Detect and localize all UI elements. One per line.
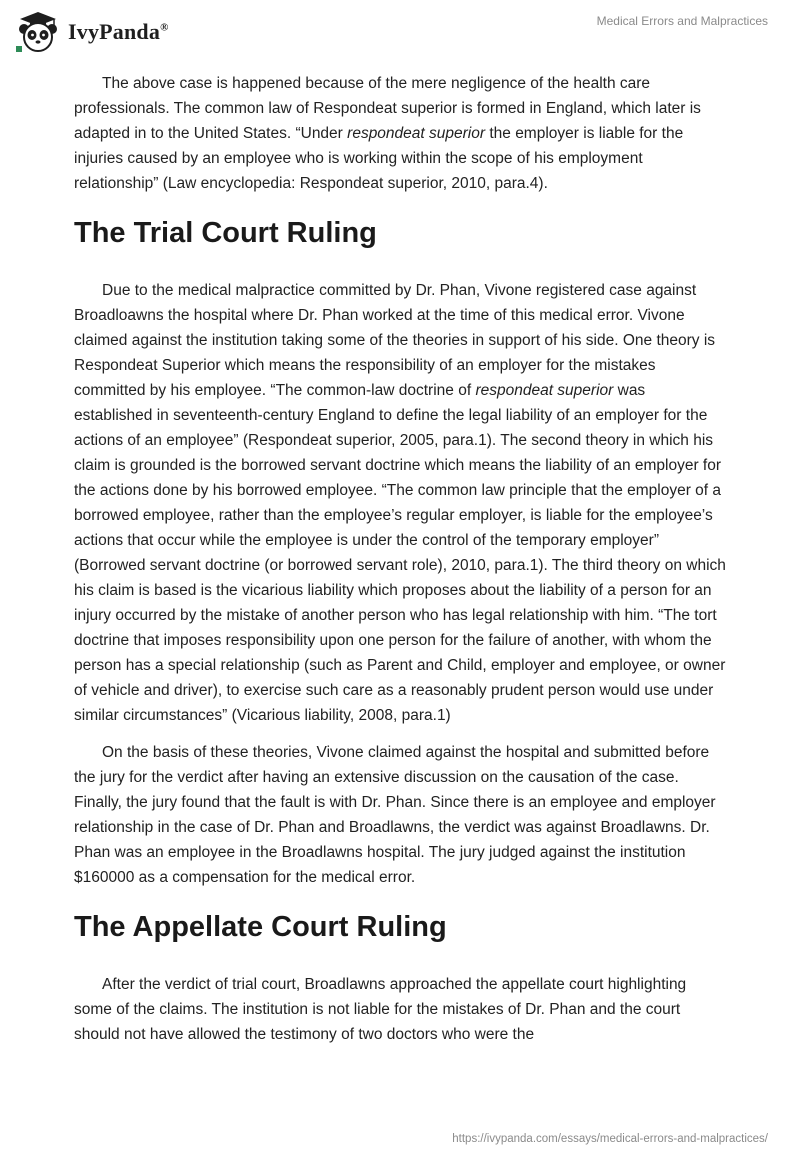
section-heading: The Trial Court Ruling <box>74 217 377 249</box>
page-header <box>0 0 800 64</box>
italic-term: respondeat superior <box>475 382 614 399</box>
body-paragraph: After the verdict of trial court, Broadlawns approached the appellate court highlighting some of the claims. The institution is not liable for the mistakes of Dr. Phan and the court should not have allowed the testimony of two doctors who were the <box>74 976 687 1043</box>
body-paragraph: Due to the medical malpractice committed by Dr. Phan, Vivone registered case against Broadloawns the hospital where Dr. Phan worked at the time of this medical error. Vivone claimed against the institution taking some of the theories in support of his side. One theory is Respondeat Superior which means the responsibility of an employer for the mistakes committed by his employee. “The common-law doctrine of respondeat superior was established in seventeenth-century England to define the legal liability of an employer for the actions of an employee” (Respondeat superior, 2005, para.1). The second theory in which his claim is grounded is the borrowed servant doctrine which means the liability of an employer for the actions done by his borrowed employee. “The common law principle that the employer of a borrowed employee, rather than the employee’s regular employer, is liable for the employee’s actions that occur while the employee is under the control of the temporary employer” (Borrowed servant doctrine (or borrowed servant role), 2010, para.1). The third theory on which his claim is based is the vicarious liability which proposes about the liability of a person for an injury occurred by the mistake of another person who has legal relationship with him. “The tort doctrine that imposes responsibility upon one person for the failure of another, with whom the person has a special relationship (such as Parent and Child, employer and employee, or owner of vehicle and driver), to exercise such care as a reasonably prudent person would use under similar circumstances” (Vicarious liability, 2008, para.1) <box>74 282 726 724</box>
brand-name: IvyPanda® <box>68 19 169 44</box>
italic-term: respondeat superior <box>347 125 486 142</box>
body-paragraph: On the basis of these theories, Vivone claimed against the hospital and submitted before the jury for the verdict after having an extensive discussion on the causation of the case. Finally, the jury found that the fault is with Dr. Phan. Since there is an employee and employer relationship in the case of Dr. Phan and Broadlawns, the verdict was against Broadlawns. Dr. Phan was an employee in the Broadlawns hospital. The jury judged against the institution $160000 as a compensation for the medical error. <box>74 744 716 886</box>
section-heading: The Appellate Court Ruling <box>74 911 447 943</box>
document-title: Medical Errors and Malpractices <box>596 14 768 28</box>
body-paragraph: The above case is happened because of the mere negligence of the health care professionals. The common law of Respondeat superior is formed in England, which later is adapted in to the United States. “Under respondeat superior the employer is liable for the injuries caused by an employee who is working within the scope of his employment relationship” (Law encyclopedia: Respondeat superior, 2010, para.4). <box>74 75 701 192</box>
panda-graduate-icon <box>14 10 62 54</box>
essay-body <box>74 71 726 1059</box>
source-url[interactable]: https://ivypanda.com/essays/medical-errors-and-malpractices/ <box>452 1133 768 1145</box>
ivypanda-logo[interactable] <box>14 10 169 54</box>
